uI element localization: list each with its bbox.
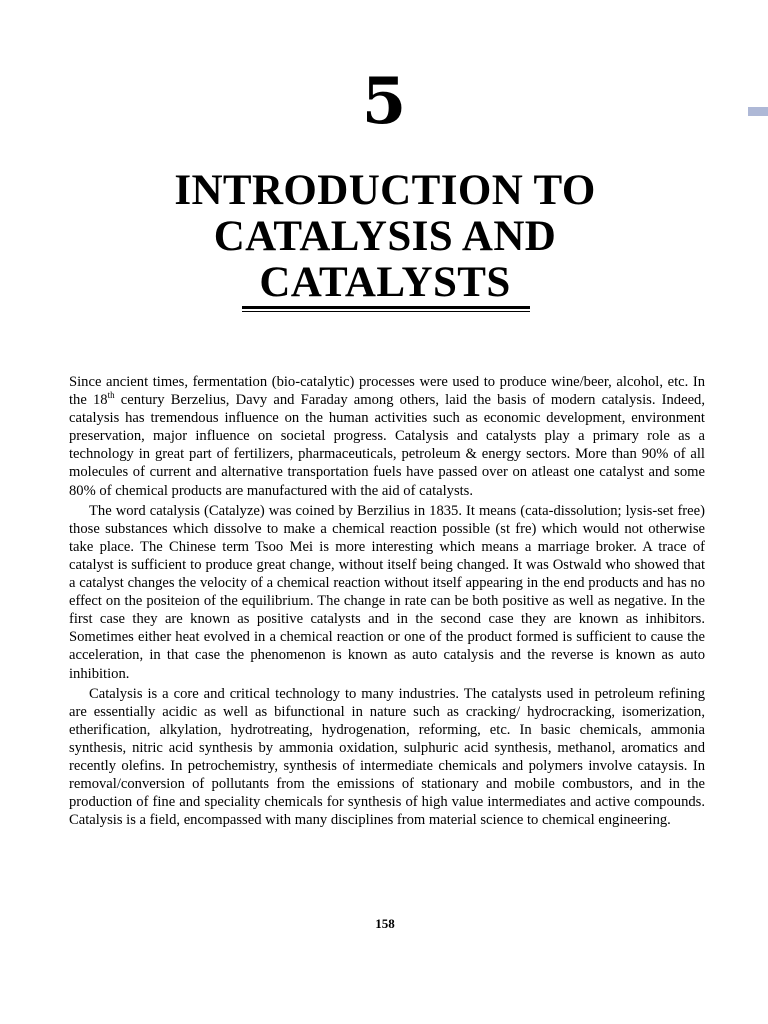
paragraph-text: Since ancient times, fermentation (bio-catalytic) processes were used to produce wine/beer, alcohol, etc. In the 18 <box>69 374 705 409</box>
paragraph-definition: The word catalysis (Catalyze) was coined by Berzilius in 1835. It means (cata-dissolution; lysis-set free) those substances which dissolve to make a chemical reaction possible (st fre) which would not otherwise take place. The Chinese term Tsoo Mei is more interesting which means a marriage broker. A trace of catalyst is sufficient to produce great change, without itself being changed. It was Ostwald who showed that a catalyst changes the velocity of a chemical reaction without itself appearing in the end products and has no effect on the positeion of the equilibrium. The change in rate can be both positive as well as negative. In the first case they are known as positive catalysts and in the second case they are known as inhibitors. Sometimes either heat evolved in a chemical reaction or one of the product formed is sufficient to cause the acceleration, in that case the phenomenon is known as auto catalysis and the reverse is known as auto inhibition. <box>69 502 705 682</box>
title-underline-thick <box>242 306 530 309</box>
chapter-title-line: INTRODUCTION TO <box>174 167 596 214</box>
paragraph-text: century Berzelius, Davy and Faraday among others, laid the basis of modern catalysis. Indeed, catalysis has tremendous influence on the human activities such as economic development, environment preservation, major influence on societal progress. Catalysis and catalysts play a primary role as a technology in great part of fertilizers, pharmaceuticals, petroleum & energy sectors. More than 90% of all molecules of current and alternative transportation fuels have passed over on atleast one catalyst and some 80% of chemical products are manufactured with the aid of catalysts. <box>69 392 705 499</box>
title-underline-thin <box>242 311 530 312</box>
paragraph-applications: Catalysis is a core and critical technology to many industries. The catalysts used in petroleum refining are essentially acidic as well as bifunctional in nature such as cracking/ hydrocracking, isomerization, etherification, alkylation, hydrotreating, hydrogenation, reforming, etc. In basic chemicals, ammonia synthesis, nitric acid synthesis by ammonia oxidation, sulphuric acid synthesis, methanol, aromatics and recently olefins. In petrochemistry, synthesis of intermediate chemicals and polymers involve cataysis. In removal/conversion of pollutants from the emissions of stationary and mobile combustors, and in the production of fine and speciality chemicals for synthesis of high value intermediates and active compounds. Catalysis is a field, encompassed with many disciplines from material science to chemical engineering. <box>69 685 705 829</box>
page-number: 158 <box>375 916 395 931</box>
superscript: th <box>107 390 115 401</box>
chapter-body <box>69 373 705 831</box>
paragraph-intro <box>69 373 705 500</box>
chapter-title-line: CATALYSIS AND <box>213 213 557 260</box>
chapter-title <box>0 168 768 306</box>
chapter-number: 5 <box>361 64 407 139</box>
chapter-title-line: CATALYSTS <box>259 259 511 306</box>
